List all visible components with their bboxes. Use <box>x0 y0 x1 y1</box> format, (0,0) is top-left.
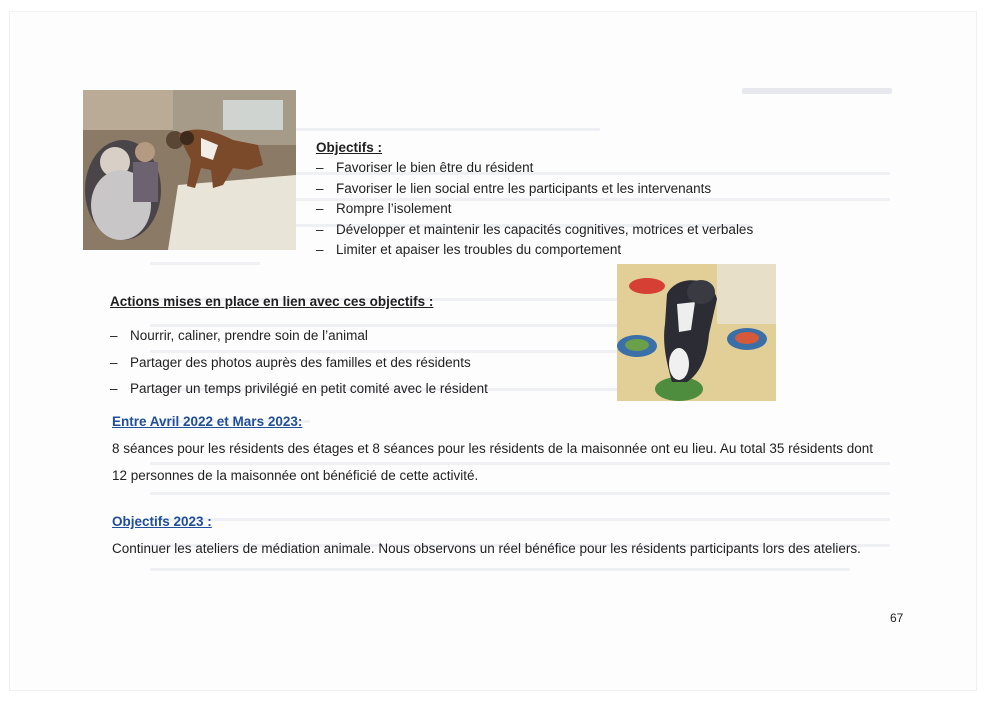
photo-residents-with-calf <box>83 90 296 250</box>
objective-item: – Favoriser le bien être du résident <box>316 158 753 179</box>
objectives-2023-heading: Objectifs 2023 : <box>112 514 212 529</box>
objective-item: – Favoriser le lien social entre les participants et les intervenants <box>316 179 753 200</box>
period-heading: Entre Avril 2022 et Mars 2023: <box>112 414 303 429</box>
actions-heading: Actions mises en place en lien avec ces objectifs : <box>110 294 434 309</box>
period-line-1: 8 séances pour les résidents des étages et 8 séances pour les résidents de la maisonnée ont eu lieu. Au total 35 résidents dont <box>112 441 873 456</box>
actions-list <box>110 323 488 403</box>
objective-item: – Développer et maintenir les capacités cognitives, motrices et verbales <box>316 220 753 241</box>
photo-animal-with-feeding-plates <box>617 264 776 401</box>
document-page <box>10 12 976 690</box>
objectives-block <box>316 140 753 261</box>
page-number: 67 <box>890 611 904 625</box>
objectives-list <box>316 158 753 261</box>
action-item: – Partager un temps privilégié en petit comité avec le résident <box>110 376 488 403</box>
objectives-heading: Objectifs : <box>316 140 383 155</box>
objectives-2023-text: Continuer les ateliers de médiation animale. Nous observons un réel bénéfice pour les résidents participants lors des ateliers. <box>112 541 861 556</box>
action-item: – Partager des photos auprès des familles et des résidents <box>110 350 488 377</box>
objective-item: – Limiter et apaiser les troubles du comportement <box>316 240 753 261</box>
action-item: – Nourrir, caliner, prendre soin de l’animal <box>110 323 488 350</box>
actions-block <box>110 294 488 403</box>
period-line-2: 12 personnes de la maisonnée ont bénéficié de cette activité. <box>112 468 479 483</box>
objective-item: – Rompre l’isolement <box>316 199 753 220</box>
